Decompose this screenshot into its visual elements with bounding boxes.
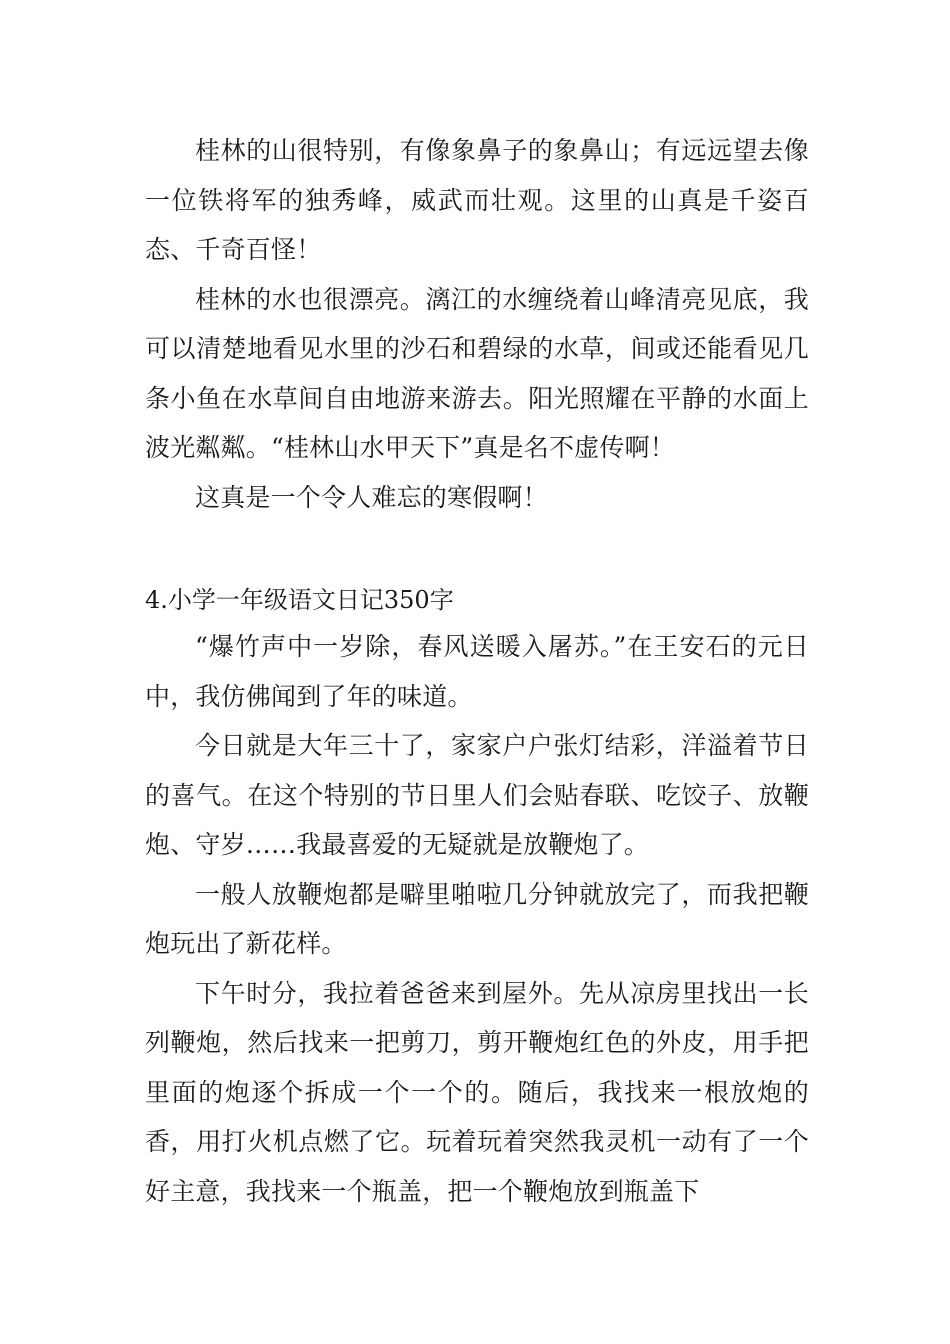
paragraph-poem-quote: “爆竹声中一岁除，春风送暖入屠苏。”在王安石的元日中，我仿佛闻到了年的味道。	[145, 632, 809, 711]
paragraph-afternoon: 下午时分，我拉着爸爸来到屋外。先从凉房里找出一长列鞭炮，然后找来一把剪刀，剪开鞭炮红色的外皮，用手把里面的炮逐个拆成一个一个的。随后，我找来一根放炮的香，用打火机点燃了它。玩着玩着突然我灵机一动有了一个好主意，我找来一个瓶盖，把一个鞭炮放到瓶盖下	[145, 978, 809, 1206]
section-4-body	[145, 622, 809, 1216]
paragraph-winter-holiday: 这真是一个令人难忘的寒假啊！	[195, 482, 548, 512]
paragraph-new-year-eve: 今日就是大年三十了，家家户户张灯结彩，洋溢着节日的喜气。在这个特别的节日里人们会贴春联、吃饺子、放鞭炮、守岁……我最喜爱的无疑就是放鞭炮了。	[145, 731, 809, 859]
paragraph-guilin-water: 桂林的水也很漂亮。漓江的水缠绕着山峰清亮见底，我可以清楚地看见水里的沙石和碧绿的水草，间或还能看见几条小鱼在水草间自由地游来游去。阳光照耀在平静的水面上波光粼粼。“桂林山水甲天下”真是名不虚传啊！	[145, 284, 809, 462]
paragraph-firecracker-new-style: 一般人放鞭炮都是噼里啪啦几分钟就放完了，而我把鞭炮玩出了新花样。	[145, 879, 809, 958]
section-heading: 4.小学一年级语文日记350字	[145, 586, 454, 614]
paragraph-guilin-mountains: 桂林的山很特别，有像象鼻子的象鼻山；有远远望去像一位铁将军的独秀峰，威武而壮观。这里的山真是千姿百态、千奇百怪！	[145, 136, 809, 264]
section-top-body	[145, 126, 809, 522]
